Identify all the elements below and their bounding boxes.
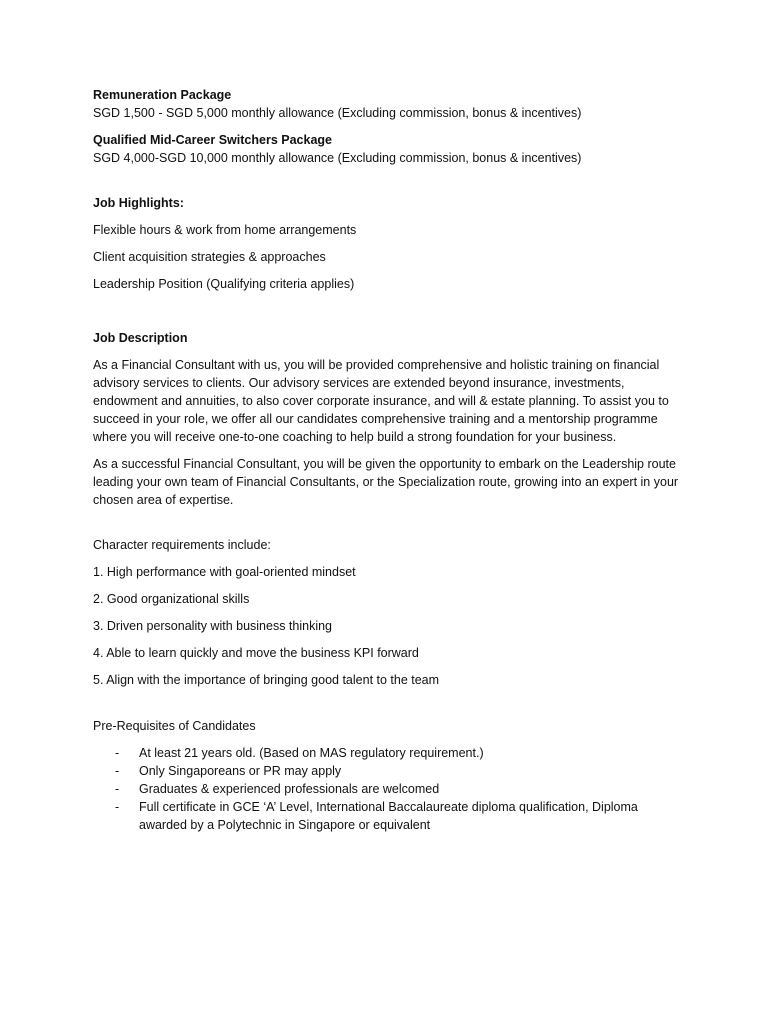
prerequisite-text: Only Singaporeans or PR may apply xyxy=(139,764,342,778)
highlight-item: Client acquisition strategies & approaches xyxy=(93,250,326,264)
character-item: 2. Good organizational skills xyxy=(93,592,250,606)
dash-bullet-icon: - xyxy=(115,800,120,814)
highlight-item: Flexible hours & work from home arrangements xyxy=(93,223,357,237)
prerequisites-title: Pre-Requisites of Candidates xyxy=(93,719,256,733)
prerequisite-text: Full certificate in GCE ‘A’ Level, International Baccalaureate diploma qualification, Diploma awarded by a Polytechnic in Singapore or equivalent xyxy=(139,800,638,832)
mid-career-title: Qualified Mid-Career Switchers Package xyxy=(93,133,332,147)
highlights-list xyxy=(93,221,683,293)
character-item: 3. Driven personality with business thinking xyxy=(93,619,333,633)
character-title: Character requirements include: xyxy=(93,538,271,552)
character-item: 4. Able to learn quickly and move the business KPI forward xyxy=(93,646,419,660)
remuneration-title: Remuneration Package xyxy=(93,88,232,102)
character-item: 1. High performance with goal-oriented mindset xyxy=(93,565,356,579)
remuneration-detail: SGD 1,500 - SGD 5,000 monthly allowance (Excluding commission, bonus & incentives) xyxy=(93,106,582,120)
prerequisite-item xyxy=(93,798,683,834)
prerequisite-item xyxy=(93,780,683,798)
highlight-item: Leadership Position (Qualifying criteria applies) xyxy=(93,277,355,291)
mid-career-detail: SGD 4,000-SGD 10,000 monthly allowance (Excluding commission, bonus & incentives) xyxy=(93,151,582,165)
prerequisites-list xyxy=(93,744,683,834)
dash-bullet-icon: - xyxy=(115,746,120,760)
dash-bullet-icon: - xyxy=(115,764,120,778)
prerequisite-item xyxy=(93,762,683,780)
character-list xyxy=(93,563,683,689)
highlights-title: Job Highlights: xyxy=(93,196,184,210)
job-description-paragraph-2: As a successful Financial Consultant, you will be given the opportunity to embark on the Leadership route leading your own team of Financial Consultants, or the Specialization route, growing into an expert in your chosen area of expertise. xyxy=(93,457,679,507)
prerequisite-item xyxy=(93,744,683,762)
document-content xyxy=(93,86,683,834)
dash-bullet-icon: - xyxy=(115,782,120,796)
prerequisite-text: At least 21 years old. (Based on MAS regulatory requirement.) xyxy=(139,746,484,760)
job-description-paragraph-1: As a Financial Consultant with us, you will be provided comprehensive and holistic training on financial advisory services to clients. Our advisory services are extended beyond insurance, investments, endowment and annuities, to also cover corporate insurance, and will & estate planning. To assist you to succeed in your role, we offer all our candidates comprehensive training and a mentorship programme where you will receive one-to-one coaching to help build a strong foundation for your business. xyxy=(93,358,669,444)
character-item: 5. Align with the importance of bringing good talent to the team xyxy=(93,673,440,687)
prerequisite-text: Graduates & experienced professionals are welcomed xyxy=(139,782,440,796)
job-description-title: Job Description xyxy=(93,331,188,345)
